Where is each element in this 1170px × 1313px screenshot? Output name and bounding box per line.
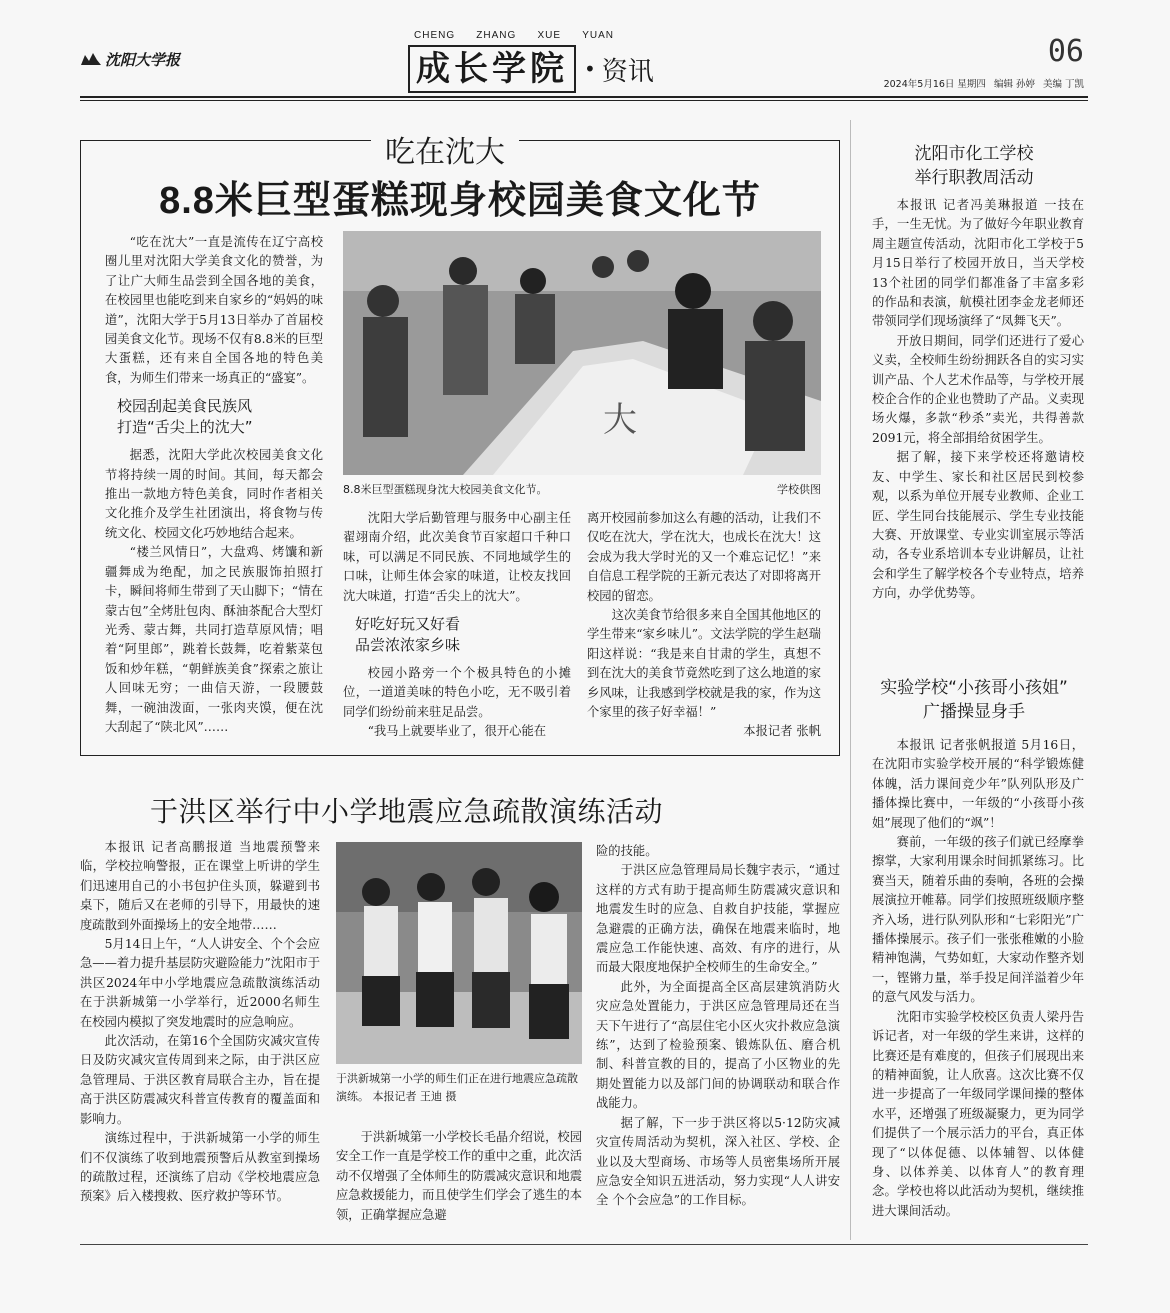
pinyin-2: ZHANG xyxy=(476,30,517,41)
masthead-pinyin xyxy=(414,30,614,41)
feature-column-2 xyxy=(343,509,571,742)
title-dot: • xyxy=(584,57,596,81)
story2-paragraph: 5月14日上午，“人人讲安全、个个会应急——着力提升基层防灾避险能力”沈阳市于洪区2024年中小学地震应急疏散演练活动在于洪新城第一小学举行，近2000名师生在校园内模拟了突发地震时的应急响应。 xyxy=(80,937,320,1029)
story2-column-3 xyxy=(596,842,840,1211)
story2-paragraph: 于洪区应急管理局局长魏宇表示，“通过这样的方式有助于提高师生防震减灾意识和地震发生时的应急、自救自护技能，掌握应急避震的正确方法，确保在地震来临时，地震应急工作能快速、高效、有序的进行，从而最大限度地保护全校师生的生命安全。” xyxy=(596,863,840,975)
designer-credit: 美编 丁凯 xyxy=(1042,79,1084,90)
masthead-rule-thin xyxy=(80,100,1088,101)
story2-paragraph: 此外，为全面提高全区高层建筑消防火灾应急处置能力，于洪区应急管理局还在当天下午进行了“高层住宅小区火灾扑救应急演练”，达到了检验预案、锻炼队伍、磨合机制、科普宣教的目的，提高了小区物业的先期处置能力以及部门间的协调联动和联合作战能力。 xyxy=(596,979,840,1111)
masthead-logo xyxy=(80,48,180,70)
story2-paragraph: 此次活动，在第16个全国防灾减灾宣传日及防灾减灾宣传周到来之际，由于洪区应急管理局、于洪区教育局联合主办，旨在提高于洪区防震减灾科普宣传教育的覆盖面和影响力。 xyxy=(80,1034,320,1126)
feature-paragraph: “吃在沈大”一直是流传在辽宁高校圈儿里对沈阳大学美食文化的赞誉，为了让广大师生品尝到全国各地的美食，在校园里也能吃到来自家乡的“妈妈的味道”，沈阳大学于5月13日举办了首届校园美食文化节。现场不仅有8.8米的巨型大蛋糕，还有来自全国各地的特色美食，为师生们带来一场真正的“盛宴”。 xyxy=(105,235,323,385)
sidebar1-paragraph: 开放日期间，同学们还进行了爱心义卖，全校师生纷纷拥跃各自的实习实训产品、个人艺术作品等，与学校开展校企合作的企业也赞助了产品。义卖现场火爆，多款“秒杀”卖光，共得善款2091元，将全部捐给贫困学生。 xyxy=(872,333,1084,445)
story2-paragraph: 险的技能。 xyxy=(596,844,658,858)
masthead-title xyxy=(408,44,654,94)
section-title: 成长学院 xyxy=(408,45,576,93)
sidebar2-headline: 实验学校“小孩哥小孩姐” 广播操显身手 xyxy=(880,678,1068,722)
feature-column-3 xyxy=(587,509,821,742)
story2-column-2 xyxy=(336,1128,582,1225)
story2-column-1 xyxy=(80,838,320,1207)
masthead-rule xyxy=(80,96,1088,98)
logo-emblem-icon xyxy=(80,51,102,67)
feature-paragraph: 离开校园前参加这么有趣的活动，让我们不仅吃在沈大，学在沈大，也成长在沈大！这会成为我大学时光的又一个难忘记忆！”来自信息工程学院的王新元表达了对即将离开校园的留恋。 xyxy=(587,511,821,603)
story2-photo-caption xyxy=(336,1070,582,1106)
feature-paragraph: “我马上就要毕业了，很开心能在 xyxy=(367,724,547,739)
cake-festival-photo xyxy=(343,231,821,475)
story2-paragraph: 演练过程中，于洪新城第一小学的师生们不仅演练了收到地震预警后从教室到操场的疏散过程，还演练了启动《学校地震应急预案》后入楼搜救、医疗救护等环节。 xyxy=(80,1131,320,1204)
feature-subhead-2: 好吃好玩又好看 品尝浓浓家乡味 xyxy=(355,615,461,655)
page-bottom-rule xyxy=(80,1244,1088,1245)
page-number: 06 xyxy=(1047,34,1084,69)
feature-column-1 xyxy=(105,233,323,737)
feature-paragraph: 据悉，沈阳大学此次校园美食文化节将持续一周的时间。其间，每天都会推出一款地方特色美食，同时作者相关文化推介及学生社团演出，将食物与传统文化、校园文化巧妙地结合起来。 xyxy=(105,448,323,540)
feature-paragraph: 沈阳大学后勤管理与服务中心副主任翟翊南介绍，此次美食节百家超口千种口味，可以满足不同民族、不同地域学生的口味，让师生体会家的味道，让校友找回沈大味道，打造“舌尖上的沈大”。 xyxy=(343,511,571,603)
story2-headline: 于洪区举行中小学地震应急疏散演练活动 xyxy=(150,796,664,827)
pinyin-4: YUAN xyxy=(582,30,614,41)
sidebar2-paragraph: 赛前，一年级的孩子们就已经摩拳擦掌，大家利用课余时间抓紧练习。比赛当天，随着乐曲的奏响，各班的会操展演拉开帷幕。同学们按照班级顺序整齐入场，进行队列队形和“七彩阳光”广播体操展示。孩子们一张张稚嫩的小脸精神饱满，气势如虹，大家动作整齐划一，铿锵力量，举手投足间洋溢着少年的意气风发与活力。 xyxy=(872,835,1084,1005)
sidebar2-paragraph: 沈阳市实验学校校区负责人梁丹告诉记者，对一年级的学生来讲，这样的比赛还是有难度的，但孩子们展现出来的精神面貌，让人欣喜。这次比赛不仅进一步提高了一年级同学课间操的整体水平，还增强了班级凝聚力，更为同学们提供了一个展示活力的平台，真正体现了“以体促德、以体辅智、以体健身、以体养美、以体育人”的教育理念。学校也将以此活动为契机，继续推进大课间活动。 xyxy=(872,1009,1084,1218)
sidebar1-paragraph: 据了解，接下来学校还将邀请校友、中学生、家长和社区居民到校参观，以系为单位开展专业教师、企业工匠、学生同台技能展示、学生专业技能大赛、开放课堂、专业实训室展示等活动，各专业系培训本专业讲解员，让社会和学生了解学校各个专业特点，培养方向，办学优势等。 xyxy=(872,450,1084,601)
feature-paragraph: 校园小路旁一个个极具特色的小摊位，一道道美味的特色小吃，无不吸引着同学们纷纷前来驻足品尝。 xyxy=(343,666,571,719)
evacuation-drill-photo xyxy=(336,842,582,1064)
students-photo-image xyxy=(336,842,582,1064)
story2-caption-text: 于洪新城第一小学的师生们正在进行地震应急疏散演练。 xyxy=(336,1072,578,1103)
photo-caption-text: 8.8米巨型蛋糕现身沈大校园美食文化节。 xyxy=(343,483,548,496)
section-name: 资讯 xyxy=(601,56,654,87)
feature-headline: 8.8米巨型蛋糕现身校园美食文化节 xyxy=(159,180,761,222)
column-divider xyxy=(850,120,851,1240)
feature-paragraph: 这次美食节给很多来自全国其他地区的学生带来“家乡味儿”。文法学院的学生赵瑞阳这样说：“我是来自甘肃的学生，真想不到在沈大的美食节竟然吃到了这么地道的家乡风味，让我感到学校就是我的家，作为这个家里的孩子好幸福！” xyxy=(587,608,821,720)
issue-date: 2024年5月16日 星期四 xyxy=(883,79,986,90)
svg-text:大: 大 xyxy=(603,400,637,440)
sidebar1-body xyxy=(872,196,1084,604)
feature-subhead: 校园刮起美食民族风 打造“舌尖上的沈大” xyxy=(117,397,253,437)
story2-photo-credit: 本报记者 王迪 摄 xyxy=(372,1090,457,1103)
sidebar2-paragraph: 本报讯 记者张帆报道 5月16日，在沈阳市实验学校开展的“科学锻炼健体魄，活力课间竞少年”队列队形及广播体操比赛中，一年级的“小孩哥小孩姐”展现了他们的“飒”！ xyxy=(872,738,1084,830)
editor-credit: 编辑 孙婷 xyxy=(993,79,1035,90)
masthead-logo-text: 沈阳大学报 xyxy=(105,50,181,69)
feature-story-box xyxy=(80,135,840,756)
story2-paragraph: 于洪新城第一小学校长毛晶介绍说，校园安全工作一直是学校工作的重中之重，此次活动不仅增强了全体师生的防震减灾意识和地震应急救援能力，而且使学生们学会了逃生的本领，正确掌握应急避 xyxy=(336,1130,582,1222)
sidebar1-headline: 沈阳市化工学校 举行职教周活动 xyxy=(914,144,1034,188)
photo-credit: 学校供图 xyxy=(777,483,821,496)
pinyin-3: XUE xyxy=(537,30,562,41)
feature-paragraph: “楼兰风情日”，大盘鸡、烤馕和新疆舞成为绝配，加之民族服饰拍照打卡，瞬间将师生带到了天山脚下；“情在蒙古包”全烤肚包肉、酥油茶配合大型灯光秀、蒙古舞，共同打造草原风情；唱着“阿里郎”，跳着长鼓舞，吃着紫菜包饭和炒年糕，“朝鲜族美食”探索之旅让人回味无穷；一曲信天游，一段腰鼓舞，一碗油泼面，一张肉夹馍，便在沈大刮起了“陕北风”…… xyxy=(105,545,323,734)
feature-photo-caption xyxy=(343,481,821,497)
masthead-meta xyxy=(884,76,1084,90)
pinyin-1: CHENG xyxy=(414,30,456,41)
feature-byline: 本报记者 张帆 xyxy=(743,724,821,739)
feature-kicker: 吃在沈大 xyxy=(371,127,519,171)
sidebar1-paragraph: 本报讯 记者冯美琳报道 一技在手，一生无忧。为了做好今年职业教育周主题宣传活动，沈阳市化工学校于5月15日举行了校园开放日，当天学校13个社团的同学们都准备了丰富多彩的作品和表演，航模社团李金龙老师还带领同学们现场演绎了“凤舞飞天”。 xyxy=(872,198,1084,329)
story2-paragraph: 据了解，下一步于洪区将以5·12防灾减灾宣传周活动为契机，深入社区、学校、企业以及大型商场、市场等人员密集场所开展应急安全知识五进活动，努力实现“人人讲安全 个个会应急”的工作目标。 xyxy=(596,1115,840,1208)
story2-paragraph: 本报讯 记者高鹏报道 当地震预警来临，学校拉响警报，正在课堂上听讲的学生们迅速用自己的小书包护住头顶，躲避到书桌下，随后又在老师的引导下，用最快的速度疏散到外面操场上的安全地带…… xyxy=(80,840,320,932)
sidebar2-body xyxy=(872,736,1084,1221)
crowd-photo-image xyxy=(343,231,821,475)
